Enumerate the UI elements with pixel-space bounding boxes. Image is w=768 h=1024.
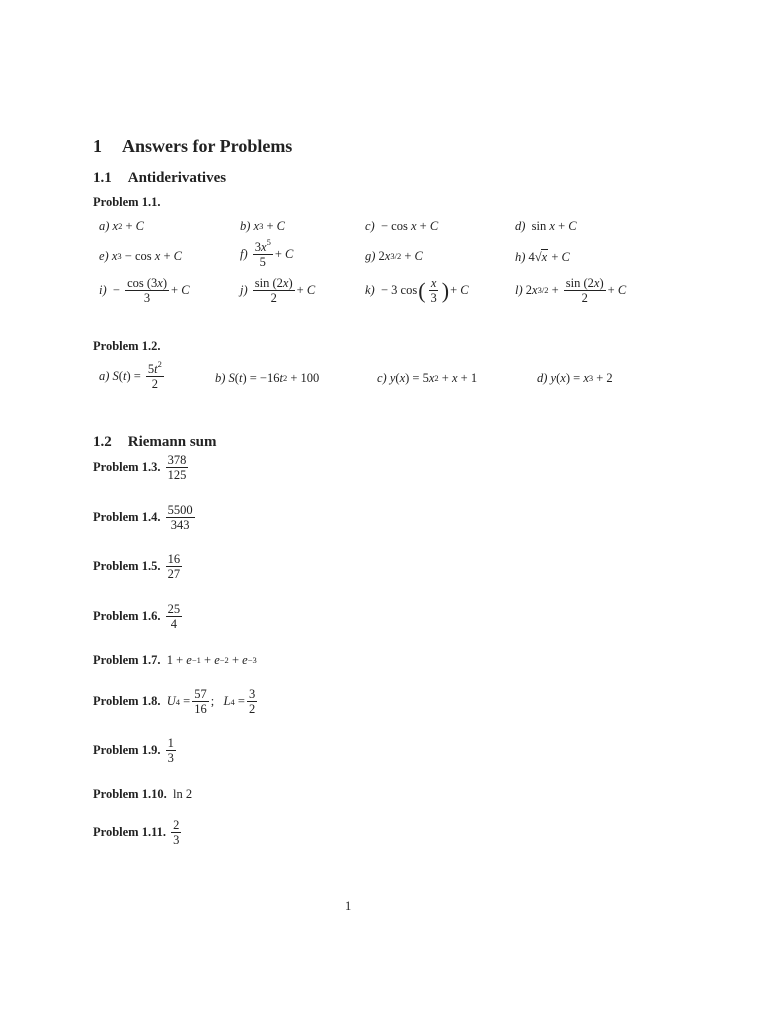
item-label: h) (515, 249, 526, 264)
numerator: 25 (167, 602, 181, 616)
denominator: 3 (173, 833, 180, 847)
section-heading (93, 136, 292, 157)
item-label: b) (240, 219, 251, 233)
item-label: e) (99, 249, 109, 263)
problem-1-1-label: Problem 1.1. (93, 195, 161, 209)
numerator: 378 (167, 453, 187, 467)
problem-1-5 (93, 553, 184, 580)
numerator: 16 (167, 552, 181, 566)
answer-1-2-b: b) S ( t ) = −16 t $^2$ + 100 (215, 371, 320, 385)
numerator: 5500 (167, 503, 193, 517)
problem-1-10 (93, 787, 192, 802)
answer-1-2-c: c) y ( x ) = 5 x $^2$ + x + 1 (377, 371, 478, 385)
subsection-heading-riemann-sum (93, 434, 217, 451)
page-number: 1 (345, 899, 352, 913)
problem-1-8: Problem 1.8. U 4 = $\frac{57}{16}$ ; L 4 = $\frac{3}{2}$ (93, 687, 256, 716)
problem-label: Problem 1.7. (93, 653, 161, 667)
answer-1-1-f: f) $\frac{3x^5}{5}$ + C (240, 236, 294, 269)
problem-1-3 (93, 454, 190, 481)
problem-label: Problem 1.11. (93, 825, 167, 839)
item-label: g) (365, 249, 376, 263)
answer-value: ln 2 (172, 787, 193, 801)
problem-label: Problem 1.4. (93, 510, 161, 524)
subsection-title: Riemann sum (127, 434, 217, 450)
subsection-number: 1.2 (93, 434, 112, 450)
numerator: 2 (173, 818, 180, 832)
item-label: a) (99, 219, 110, 233)
answer-1-1-g: g) 2 x $^{3/2}$ + C (365, 249, 423, 263)
problem-label: Problem 1.6. (93, 609, 161, 623)
problem-1-6 (93, 603, 184, 630)
answer-1-1-b: b) x $^3$ + C (240, 219, 286, 233)
answer-1-1-l: l) 2 x $^{3/2}$ + $\frac{\sin (2x)}{2}$ + C (515, 276, 627, 305)
item-label: l) (515, 283, 523, 297)
answer-1-1-a: a) x $^2$ + C (99, 219, 145, 233)
numerator: 57 (194, 687, 207, 701)
section-title: Answers for Problems (122, 136, 293, 156)
answer-1-2-a: a) S ( t ) = $\frac{5t^2}{2}$ (99, 358, 162, 391)
problem-label: Problem 1.10. (93, 787, 167, 801)
denominator: 16 (194, 702, 207, 716)
section-number: 1 (93, 136, 102, 156)
problem-label: Problem 1.9. (93, 743, 161, 757)
problem-1-9 (93, 737, 178, 764)
denominator: 343 (170, 518, 190, 532)
problem-label: Problem 1.3. (93, 460, 161, 474)
numerator: 3 (248, 687, 256, 701)
answer-1-1-i: i) − $\frac{\cos (3x)}{3}$ + C (99, 276, 190, 305)
problem-label: Problem 1.8. (93, 694, 161, 708)
item-label: c) (365, 219, 375, 233)
numerator: 1 (167, 736, 174, 750)
item-label: i) (99, 283, 107, 297)
answer-1-1-e: e) x $^3$ − cos x + C (99, 249, 182, 263)
item-label: d) (537, 371, 548, 385)
answer-1-1-j: j) $\frac{\sin (2x)}{2}$ + C (240, 276, 316, 305)
item-label: c) (377, 371, 387, 385)
problem-label: Problem 1.5. (93, 559, 161, 573)
subsection-title: Antiderivatives (127, 170, 227, 186)
problem-1-2-label: Problem 1.2. (93, 339, 161, 353)
problem-1-4 (93, 504, 197, 531)
item-label: j) (240, 283, 248, 297)
denominator: 125 (167, 468, 187, 482)
answer-1-1-d: d) sin x + C (515, 219, 577, 233)
item-label: k) (365, 283, 375, 297)
problem-1-7: Problem 1.7. 1 + e $^{-1}$ + e $^{-2}$ + e $^{-3}$ (93, 653, 257, 667)
denominator: 3 (167, 751, 174, 765)
denominator: 27 (167, 567, 181, 581)
answer-1-1-c: c) − cos x + C (365, 219, 439, 233)
item-label: b) (215, 371, 226, 385)
item-label: a) (99, 369, 110, 383)
item-label: d) (515, 219, 526, 233)
denominator: 2 (248, 702, 256, 716)
answer-1-2-d: d) y ( x ) = x $^3$ + 2 (537, 371, 613, 385)
subsection-heading-antiderivatives (93, 170, 226, 187)
denominator: 4 (170, 617, 177, 631)
answer-1-1-h: h) 4√ x + C (515, 249, 570, 264)
item-label: f) (240, 247, 248, 261)
answer-1-1-k: k) − 3 cos ( $\frac{x}{3}$ ) + C (365, 276, 469, 305)
problem-1-11 (93, 819, 183, 846)
subsection-number: 1.1 (93, 170, 112, 186)
